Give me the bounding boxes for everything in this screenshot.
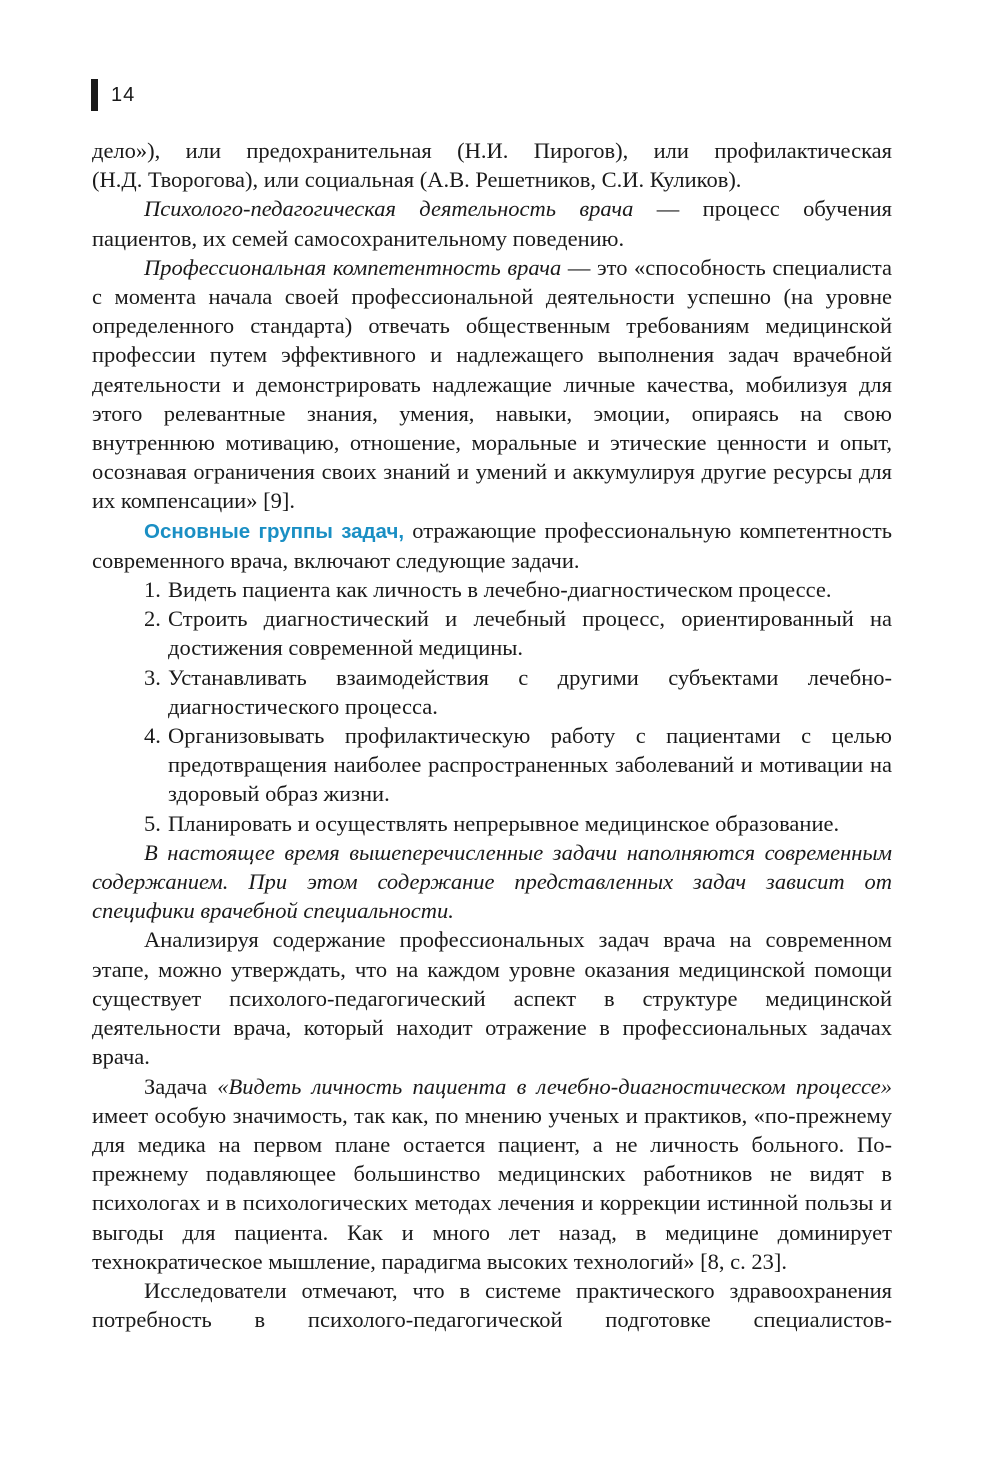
paragraph-task-groups — [92, 516, 892, 575]
paragraph-researchers: Исследователи отмечают, что в системе практического здравоохранения потребность в психолого-педагогической подготовке специалистов- — [92, 1277, 892, 1333]
task-quote: «Видеть личность пациента в лечебно-диагностическом процессе» — [217, 1073, 892, 1099]
page-content — [92, 136, 892, 1334]
list-item — [92, 721, 892, 809]
list-item-number: 3. — [144, 664, 161, 690]
page-number: 14 — [111, 83, 136, 106]
task-label: Задача — [144, 1073, 218, 1099]
term-psych-ped-activity: Психолого-педагогическая деятельность врача — [144, 196, 634, 222]
paragraph-definition-activity — [92, 194, 892, 252]
task-list — [92, 575, 892, 838]
list-item-number: 2. — [144, 606, 161, 632]
list-item-text: Планировать и осуществлять непрерывное медицинское образование. — [168, 810, 840, 836]
term-professional-competence: Профессиональная компетентность врача — [144, 254, 562, 280]
list-item-text: Видеть пациента как личность в лечебно-диагностическом процессе. — [168, 577, 832, 603]
list-item-text: Строить диагностический и лечебный процесс, ориентированный на достижения современной медицины. — [168, 606, 892, 661]
header-bar — [91, 79, 98, 111]
list-item-number: 4. — [144, 723, 161, 749]
paragraph-continuation-line2: (Н.Д. Творогова), или социальная (А.В. Решетников, С.И. Куликов). — [92, 167, 742, 193]
list-item-number: 5. — [144, 810, 161, 836]
definition-text: — процесс обучения пациентов, их семей самосохранительному поведению. — [92, 196, 892, 251]
paragraph-analysis: Анализируя содержание профессиональных задач врача на современном этапе, можно утверждать, что на каждом уровне оказания медицинской помощи существует психолого-педагогический аспект в структуре медицинской деятельности врача, который находит отражение в профессиональных задачах врача. — [92, 927, 892, 1070]
paragraph-task-personality — [92, 1072, 892, 1276]
list-item — [92, 575, 892, 604]
list-item — [92, 663, 892, 721]
accent-heading: Основные группы задач, — [144, 519, 405, 543]
list-item — [92, 604, 892, 662]
list-item-number: 1. — [144, 577, 161, 603]
paragraph-definition-competence — [92, 253, 892, 516]
list-item-text: Устанавливать взаимодействия с другими субъектами лечебно-диагностического процесса. — [168, 664, 892, 719]
paragraph-italic-note: В настоящее время вышеперечисленные задачи наполняются современным содержанием. При этом содержание представленных задач зависит от специфики врачебной специальности. — [92, 839, 892, 924]
page-header — [91, 78, 135, 112]
paragraph-continuation-line1: дело»), или предохранительная (Н.И. Пирогов), или профилактическая — [92, 138, 892, 163]
list-item-text: Организовывать профилактическую работу с пациентами с целью предотвращения наиболее распространенных заболеваний и мотивации на здоровый образ жизни. — [168, 723, 892, 807]
definition-text: — это «способность специалиста с момента начала своей профессиональной деятельности успешно (на уровне определенного стандарта) отвечать общественным требованиям медицинской профессии путем эффективного и надлежащего выполнения задач врачебной деятельности и демонстрировать надлежащие личные качества, мобилизуя для этого релевантные знания, умения, навыки, эмоции, опираясь на свою внутреннюю мотивацию, отношение, моральные и этические ценности и опыт, осознавая ограничения своих знаний и умений и аккумулируя другие ресурсы для их компенсации» [9]. — [92, 254, 892, 514]
task-description: имеет особую значимость, так как, по мнению ученых и практиков, «по-прежнему для медика на первом плане остается пациент, а не личность больного. По-прежнему подавляющее большинство медицинских работников не видят в психологах и в психологических методах лечения и коррекции истинной пользы и выгоды для пациента. Как и много лет назад, в медицине доминирует технократическое мышление, парадигма высоких технологий» [8, с. 23]. — [92, 1102, 892, 1274]
list-item — [92, 809, 892, 838]
task-groups-text: отражающие профессиональную компетентность современного врача, включают следующие задачи. — [92, 517, 892, 573]
